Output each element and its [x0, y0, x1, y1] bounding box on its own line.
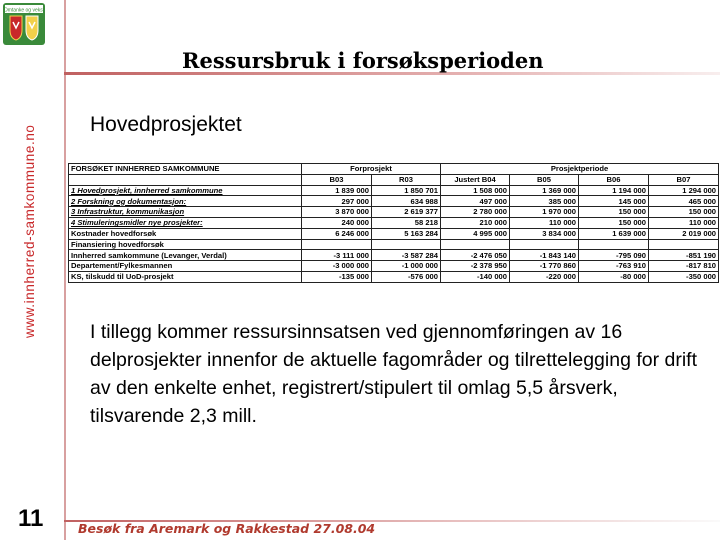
row-label: 2 Forskning og dokumentasjon: — [69, 196, 302, 207]
table-row — [69, 196, 719, 207]
table-cell: 1 194 000 — [579, 185, 649, 196]
row-label: Finansiering hovedforsøk — [69, 239, 302, 250]
table-cell: 497 000 — [441, 196, 510, 207]
municipality-logo-icon — [2, 2, 46, 46]
table-cell: -350 000 — [649, 271, 719, 282]
table-cell: 150 000 — [579, 207, 649, 218]
row-label: 4 Stimuleringsmidler nye prosjekter: — [69, 217, 302, 228]
column-header: R03 — [372, 174, 441, 185]
table-cell: -135 000 — [302, 271, 372, 282]
table-row — [69, 239, 719, 250]
table-row — [69, 271, 719, 282]
column-header: B06 — [579, 174, 649, 185]
table-cell: 5 163 284 — [372, 228, 441, 239]
table-cell: 1 508 000 — [441, 185, 510, 196]
page-number: 11 — [18, 505, 44, 532]
table-cell: 150 000 — [649, 207, 719, 218]
table-cell: -140 000 — [441, 271, 510, 282]
table-cell: 385 000 — [510, 196, 579, 207]
table-cell: -3 587 284 — [372, 250, 441, 261]
table-cell: 150 000 — [579, 217, 649, 228]
row-label: KS, tilskudd til UoD-prosjekt — [69, 271, 302, 282]
table-body — [69, 185, 719, 282]
table-cell: 1 369 000 — [510, 185, 579, 196]
row-label: Innherred samkommune (Levanger, Verdal) — [69, 250, 302, 261]
row-label: Departement/Fylkesmannen — [69, 261, 302, 272]
website-url[interactable]: www.innherred-samkommune.no — [22, 124, 37, 338]
table-cell: 3 870 000 — [302, 207, 372, 218]
table-cell: 2 780 000 — [441, 207, 510, 218]
slide-title: Ressursbruk i forsøksperioden — [182, 48, 544, 73]
column-header: B07 — [649, 174, 719, 185]
table-cell: -817 810 — [649, 261, 719, 272]
table-row — [69, 217, 719, 228]
table-cell — [372, 239, 441, 250]
table-cell: 4 995 000 — [441, 228, 510, 239]
table-cell — [579, 239, 649, 250]
table-cell: 210 000 — [441, 217, 510, 228]
table-cell: 1 970 000 — [510, 207, 579, 218]
table-cell: 1 639 000 — [579, 228, 649, 239]
table-cell: 110 000 — [649, 217, 719, 228]
table-cell: -851 190 — [649, 250, 719, 261]
slide-subheading: Hovedprosjektet — [90, 113, 242, 136]
table-cell: 145 000 — [579, 196, 649, 207]
group-forprosjekt: Forprosjekt — [302, 164, 441, 175]
column-header: B05 — [510, 174, 579, 185]
table-row — [69, 185, 719, 196]
footer-text: Besøk fra Aremark og Rakkestad 27.08.04 — [78, 521, 376, 536]
table-cell: -1 770 860 — [510, 261, 579, 272]
table-cell: -795 090 — [579, 250, 649, 261]
table-cell: -763 910 — [579, 261, 649, 272]
table-cell: -80 000 — [579, 271, 649, 282]
table-cell: 2 619 377 — [372, 207, 441, 218]
table-cell: -220 000 — [510, 271, 579, 282]
budget-table — [68, 163, 718, 293]
table-cell: 110 000 — [510, 217, 579, 228]
logo-text: Omtanke og vekst — [3, 7, 45, 14]
table-cell: -1 000 000 — [372, 261, 441, 272]
sidebar-divider — [64, 0, 66, 540]
row-label: 1 Hovedprosjekt, innherred samkommune — [69, 185, 302, 196]
group-prosjektperiode: Prosjektperiode — [441, 164, 719, 175]
table-cell: -576 000 — [372, 271, 441, 282]
table-cell: 1 294 000 — [649, 185, 719, 196]
table-cell: 240 000 — [302, 217, 372, 228]
column-header: Justert B04 — [441, 174, 510, 185]
table-cell: 1 850 701 — [372, 185, 441, 196]
table-cell: 1 839 000 — [302, 185, 372, 196]
table-title: FORSØKET INNHERRED SAMKOMMUNE — [69, 164, 302, 175]
table-cell: -2 476 050 — [441, 250, 510, 261]
column-header — [69, 174, 302, 185]
table-row — [69, 250, 719, 261]
table-cell — [649, 239, 719, 250]
table-cell: 58 218 — [372, 217, 441, 228]
sidebar — [0, 0, 64, 540]
column-header: B03 — [302, 174, 372, 185]
table-cell: -3 000 000 — [302, 261, 372, 272]
table-cell: -3 111 000 — [302, 250, 372, 261]
table-cell — [510, 239, 579, 250]
table-row — [69, 207, 719, 218]
table-cell: 465 000 — [649, 196, 719, 207]
table-cell: 2 019 000 — [649, 228, 719, 239]
table-cell: 3 834 000 — [510, 228, 579, 239]
table-row — [69, 261, 719, 272]
table-cell — [302, 239, 372, 250]
row-label: 3 Infrastruktur, kommunikasjon — [69, 207, 302, 218]
table-cell: 297 000 — [302, 196, 372, 207]
table-cell — [441, 239, 510, 250]
table-cell: 6 246 000 — [302, 228, 372, 239]
table-cell: -2 378 950 — [441, 261, 510, 272]
row-label: Kostnader hovedforsøk — [69, 228, 302, 239]
table-cell: 634 988 — [372, 196, 441, 207]
table-column-header-row — [69, 174, 719, 185]
table-group-header-row — [69, 164, 719, 175]
table-row — [69, 228, 719, 239]
table-cell: -1 843 140 — [510, 250, 579, 261]
body-paragraph: I tillegg kommer ressursinnsatsen ved gjennomføringen av 16 delprosjekter innenfor de aktuelle fagområder og tilrettelegging for drift av den enkelte enhet, registrert/stipulert til omlag 5,5 årsverk, tilsvarende 2,3 mill. — [90, 321, 698, 427]
